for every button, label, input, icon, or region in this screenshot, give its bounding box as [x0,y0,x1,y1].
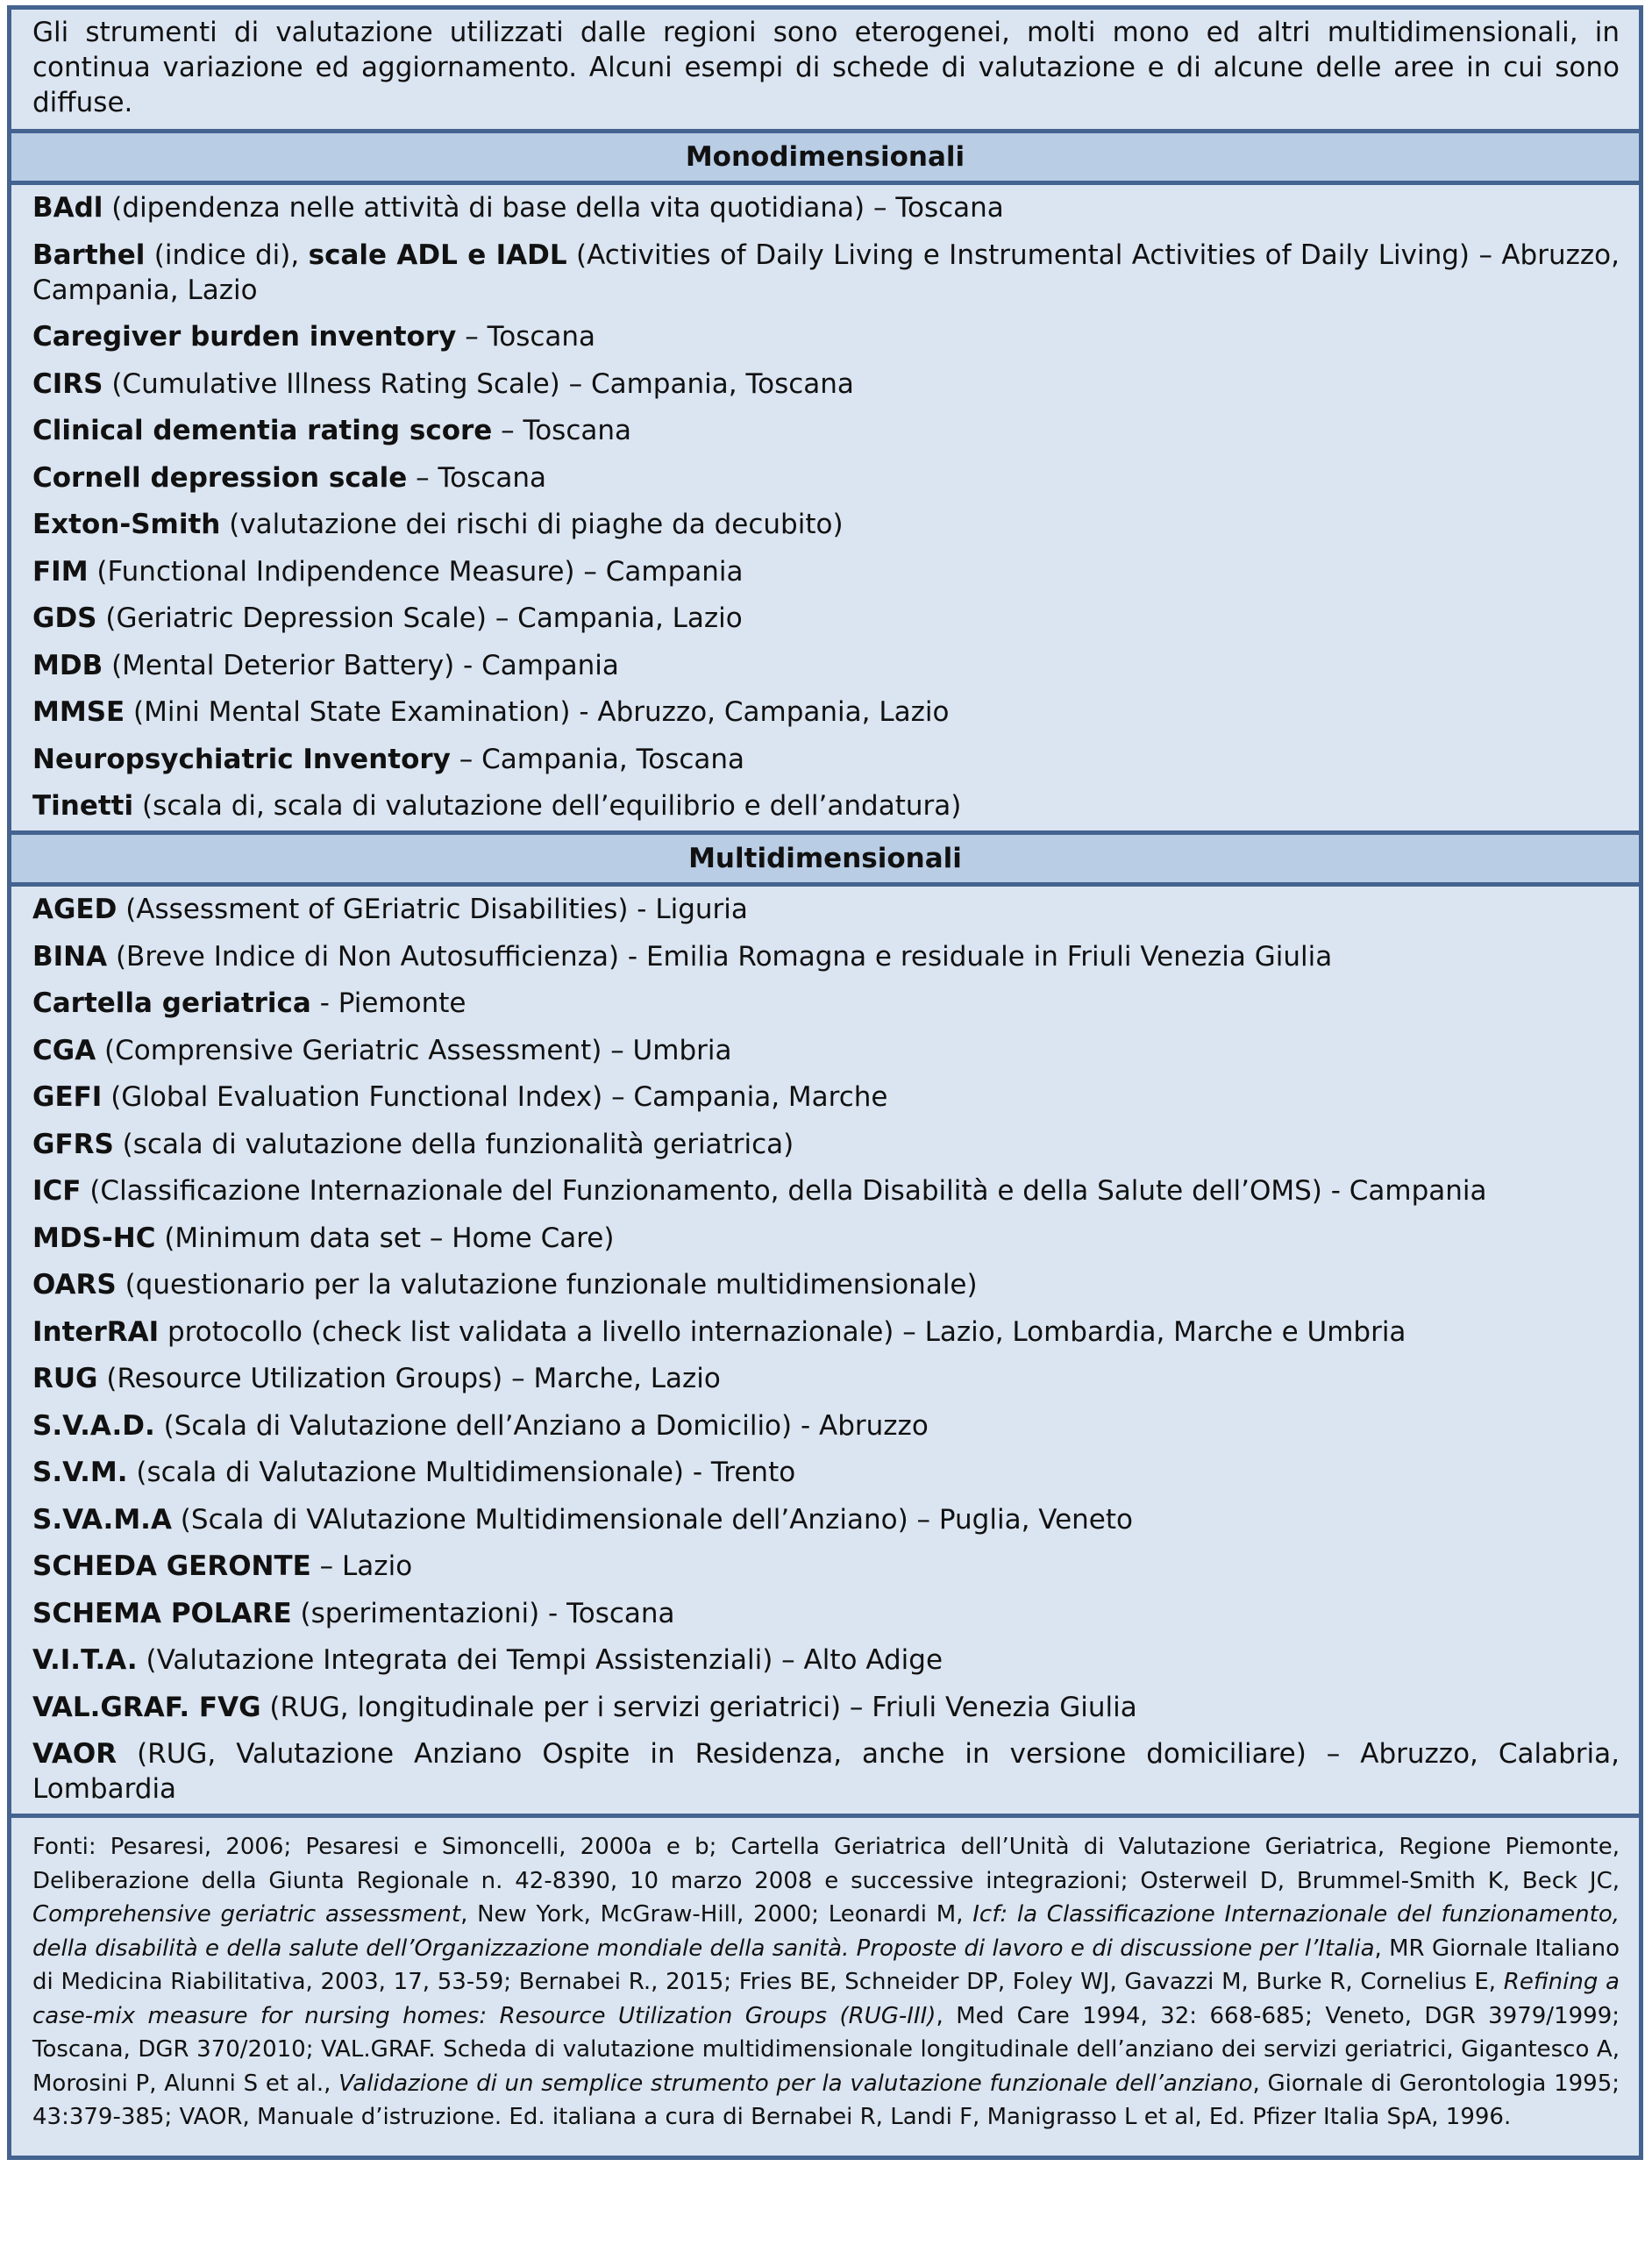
tool-description: (Functional Indipendence Measure) – Campania [88,555,744,588]
source-title: Validazione di un semplice strumento per la valutazione funzionale dell’anziano [338,2070,1253,2097]
tool-name: VAL.GRAF. FVG [32,1691,261,1723]
tool-description: (Comprensive Geriatric Assessment) – Umbria [96,1034,732,1066]
list-item [32,1080,1620,1115]
list-item [32,1736,1620,1807]
tool-description: (scala di, scala di valutazione dell’equilibrio e dell’andatura) [133,790,962,822]
list-item [32,1643,1620,1678]
tool-description: (Breve Indice di Non Autosufficienza) - Emilia Romagna e residuale in Friuli Venezia Giulia [107,940,1333,973]
source-text: , New York, McGraw-Hill, 2000; Leonardi M, [460,1901,973,1928]
list-item [32,1033,1620,1068]
tool-name: OARS [32,1269,117,1301]
list-item [32,460,1620,495]
list-item [32,1221,1620,1256]
tool-name: S.VA.M.A [32,1503,172,1536]
tool-description: – Lazio [310,1550,413,1582]
tools-table [7,5,1643,2160]
section-header-multi: Multidimensionali [11,830,1639,887]
list-item [32,788,1620,823]
tool-name: SCHEMA POLARE [32,1597,292,1629]
tool-name: GEFI [32,1081,103,1113]
tool-description: (scala di valutazione della funzionalità geriatrica) [113,1128,794,1160]
list-item [32,413,1620,448]
list-item [32,1596,1620,1631]
tool-description: protocollo (check list validata a livello internazionale) – Lazio, Lombardia, Marche e Umbria [159,1315,1406,1348]
list-item [32,1455,1620,1490]
list-item [32,507,1620,542]
tool-name: scale ADL e IADL [308,239,567,271]
tool-description: (Mental Deterior Battery) - Campania [103,649,619,681]
source-text: Fonti: Pesaresi, 2006; Pesaresi e Simoncelli, 2000a e b; Cartella Geriatrica dell’Unità di Valutazione Geriatrica, Regione Piemonte, Deliberazione della Giunta Regionale n. 42-8390, 10 marzo 2008 e successive integrazioni; Osterweil D, Brummel-Smith K, Beck JC, [32,1834,1620,1894]
tool-name: S.V.A.D. [32,1409,155,1442]
list-item [32,190,1620,225]
tool-name: BAdl [32,192,103,224]
tool-name: BINA [32,940,108,973]
list-item [32,319,1620,354]
tool-description: - Piemonte [310,987,466,1019]
tool-description: (RUG, Valutazione Anziano Ospite in Residenza, anche in versione domiciliare) – Abruzzo, Calabria, Lombardia [32,1738,1620,1805]
list-item [32,1173,1620,1208]
section-header-mono: Monodimensionali [11,129,1639,185]
tool-name: Cornell depression scale [32,461,408,494]
tool-name: VAOR [32,1738,117,1770]
source-title: Refining a case-mix measure for nursing homes: Resource Utilization Groups (RUG-III) [32,1969,1620,2029]
tool-name: Exton-Smith [32,509,221,540]
tool-name: Neuropsychiatric Inventory [32,743,451,775]
sources-note [11,1814,1639,2156]
list-item [32,939,1620,974]
tool-name: MDB [32,649,103,681]
list-item [32,1408,1620,1443]
tool-description: (Minimum data set – Home Care) [155,1222,615,1254]
source-text: , Med Care 1994, 32: 668-685; Veneto, DGR 3979/1999; Toscana, DGR 370/2010; VAL.GRAF. Scheda di valutazione multidimensionale longitudinale dell’anziano dei servizi geriatrici, Gigantesco A, Morosini P, Alunni S et al., [32,2002,1620,2097]
tool-name: GFRS [32,1128,114,1160]
tool-name: AGED [32,894,117,925]
mono-list [11,185,1639,830]
source-title: Icf: la Classificazione Internazionale del funzionamento, della disabilità e della salute dell’Organizzazione mondiale della sanità. Proposte di lavoro e di discussione per l’Italia [32,1901,1620,1962]
tool-name: CIRS [32,367,103,400]
tool-description: (Resource Utilization Groups) – Marche, Lazio [97,1363,721,1394]
tool-name: Barthel [32,239,146,271]
tool-description: – Toscana [492,415,632,446]
tool-description: (Activities of Daily Living e Instrumental Activities of Daily Living) – Abruzzo, Campania, Lazio [32,239,1620,306]
list-item [32,1315,1620,1350]
tool-description: (dipendenza nelle attività di base della vita quotidiana) – Toscana [103,192,1004,224]
tool-description: (Cumulative Illness Rating Scale) – Campania, Toscana [103,367,854,400]
list-item [32,892,1620,927]
tool-name: SCHEDA GERONTE [32,1550,311,1582]
tool-description: (Classificazione Internazionale del Funzionamento, della Disabilità e della Salute dell’OMS) - Campania [81,1175,1487,1207]
list-item [32,367,1620,402]
tool-description: (indice di), [145,239,309,271]
list-item [32,554,1620,589]
source-title: Comprehensive geriatric assessment [32,1901,461,1928]
tool-name: Tinetti [32,790,134,822]
tool-description: (Mini Mental State Examination) - Abruzzo, Campania, Lazio [125,696,950,728]
list-item [32,986,1620,1021]
source-text: , Giornale di Gerontologia 1995; 43:379-385; VAOR, Manuale d’istruzione. Ed. italiana a cura di Bernabei R, Landi F, Manigrasso L et al, Ed. Pfizer Italia SpA, 1996. [32,2070,1620,2130]
tool-description: (questionario per la valutazione funzionale multidimensionale) [116,1269,978,1301]
tool-name: CGA [32,1034,96,1066]
list-item [32,601,1620,636]
tool-name: MMSE [32,696,125,728]
tool-description: (Scala di VAlutazione Multidimensionale dell’Anziano) – Puglia, Veneto [171,1503,1133,1536]
tool-name: ICF [32,1175,82,1207]
list-item [32,1127,1620,1162]
tool-description: – Toscana [456,321,596,353]
list-item [32,695,1620,730]
source-text: , MR Giornale Italiano di Medicina Riabilitativa, 2003, 17, 53-59; Bernabei R., 2015; Fries BE, Schneider DP, Foley WJ, Gavazzi M, Burke R, Cornelius E, [32,1935,1620,1995]
intro-text: Gli strumenti di valutazione utilizzati dalle regioni sono eterogenei, molti mono ed altri multidimensionali, in continua variazione ed aggiornamento. Alcuni esempi di schede di valutazione e di alcune delle aree in cui sono diffuse. [32,17,1620,118]
tool-description: – Campania, Toscana [450,743,745,775]
tool-description: (Scala di Valutazione dell’Anziano a Domicilio) - Abruzzo [154,1409,929,1442]
tool-description: (Geriatric Depression Scale) – Campania, Lazio [96,602,743,634]
list-item [32,742,1620,777]
tool-description: (scala di Valutazione Multidimensionale) - Trento [127,1457,796,1488]
tool-description: (RUG, longitudinale per i servizi geriatrici) – Friuli Venezia Giulia [260,1691,1137,1723]
tool-description: (Assessment of GEriatric Disabilities) - Liguria [117,894,748,925]
list-item [32,238,1620,308]
tool-description: (Global Evaluation Functional Index) – Campania, Marche [102,1081,888,1113]
tool-description: – Toscana [407,461,546,494]
list-item [32,1502,1620,1537]
tool-name: MDS-HC [32,1222,156,1254]
tool-name: Caregiver burden inventory [32,321,457,353]
tool-name: InterRAI [32,1315,160,1348]
list-item [32,1267,1620,1302]
tool-description: (Valutazione Integrata dei Tempi Assistenziali) – Alto Adige [137,1644,943,1676]
tool-description: (valutazione dei rischi di piaghe da decubito) [220,509,844,540]
list-item [32,1361,1620,1396]
multi-list [11,887,1639,1814]
list-item [32,1690,1620,1725]
list-item [32,648,1620,683]
tool-name: S.V.M. [32,1457,128,1488]
tool-name: V.I.T.A. [32,1644,138,1676]
tool-name: Cartella geriatrica [32,987,311,1019]
tool-name: RUG [32,1363,98,1394]
tool-name: GDS [32,602,97,634]
tool-name: Clinical dementia rating score [32,415,493,446]
tool-name: FIM [32,555,89,588]
list-item [32,1549,1620,1584]
tool-description: (sperimentazioni) - Toscana [291,1597,675,1629]
